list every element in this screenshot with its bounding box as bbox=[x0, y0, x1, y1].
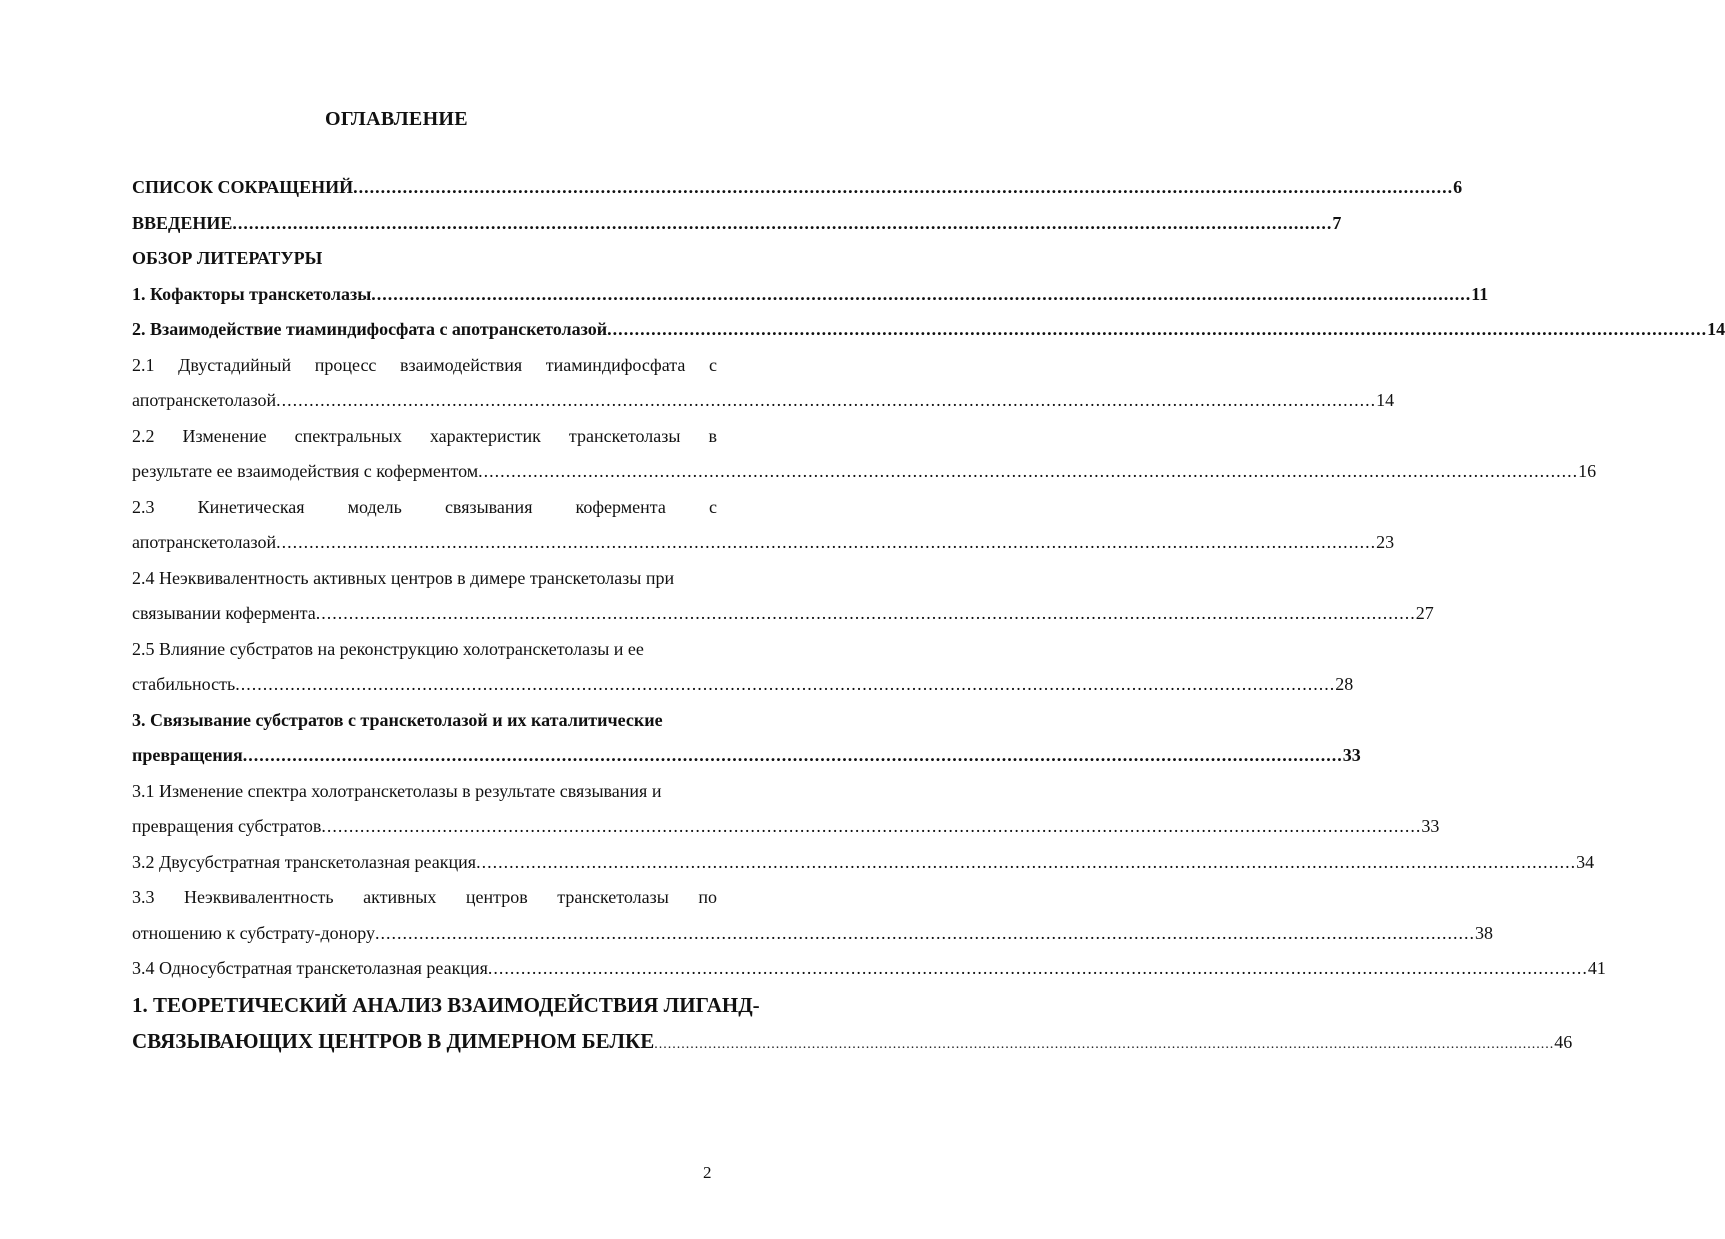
dot-leader: ........................................................................................................................................................................................................ bbox=[235, 674, 1336, 694]
toc-entry-title: 1. Кофакторы транскетолазы bbox=[132, 283, 372, 304]
toc-entry-title: превращения bbox=[132, 745, 243, 765]
toc-word: центров bbox=[465, 887, 528, 907]
toc-entry-3-3-line1[interactable] bbox=[132, 880, 717, 916]
toc-entry-title: СВЯЗЫВАЮЩИХ ЦЕНТРОВ В ДИМЕРНОМ БЕЛКЕ bbox=[132, 1028, 655, 1053]
toc-entry-introduction[interactable] bbox=[132, 206, 1342, 242]
toc-word: транскетолазы bbox=[557, 887, 669, 907]
toc-word: с bbox=[708, 354, 717, 375]
toc-entry-title: связывании кофермента bbox=[132, 603, 316, 623]
toc-entry-abbreviations[interactable] bbox=[132, 170, 1463, 206]
toc-word: связывания bbox=[444, 496, 533, 517]
toc-word: 2.1 bbox=[132, 354, 155, 375]
toc-word: 2.2 bbox=[132, 425, 155, 446]
toc-entry-2-3-line2[interactable] bbox=[132, 525, 1395, 561]
toc-entry-2-4-line2[interactable] bbox=[132, 596, 1434, 632]
toc-page-number: 6 bbox=[1453, 177, 1463, 197]
toc-entry-title: 3.1 Изменение спектра холотранскетолазы в результате связывания и bbox=[132, 780, 662, 801]
toc-entry-2-2-line2[interactable] bbox=[132, 454, 1597, 490]
toc-entry-title: 3. Связывание субстратов с транскетолазой и их каталитические bbox=[132, 709, 663, 730]
toc-page-number: 16 bbox=[1578, 461, 1597, 481]
dot-leader: ........................................................................................................................................................................................................ bbox=[276, 390, 1377, 410]
toc-entry-title: 3.4 Односубстратная транскетолазная реакция bbox=[132, 958, 488, 978]
dot-leader: ........................................................................................................................................................................................................ bbox=[478, 461, 1579, 481]
toc-entry-2-4-line1[interactable] bbox=[132, 561, 717, 597]
toc-entry-2-2-line1[interactable] bbox=[132, 419, 717, 455]
toc-entry-title: 2.5 Влияние субстратов на реконструкцию холотранскетолазы и ее bbox=[132, 638, 644, 659]
toc-entry-title: 2. Взаимодействие тиаминдифосфата с апотранскетолазой bbox=[132, 319, 608, 339]
toc-entry-title: апотранскетолазой bbox=[132, 532, 277, 552]
toc-entry-2[interactable] bbox=[132, 312, 1725, 348]
toc-entry-3-line1[interactable] bbox=[132, 703, 717, 739]
page-number: 2 bbox=[703, 1163, 712, 1182]
dot-leader: ........................................................................................................................................................................................................ bbox=[353, 177, 1454, 197]
toc-entry-3-3-line2[interactable] bbox=[132, 916, 1494, 952]
toc-word: с bbox=[708, 496, 717, 517]
toc-entry-title: 1. ТЕОРЕТИЧЕСКИЙ АНАЛИЗ ВЗАИМОДЕЙСТВИЯ ЛИГАНД- bbox=[132, 992, 760, 1017]
toc-word: 2.3 bbox=[132, 496, 155, 517]
toc-page-number: 14 bbox=[1707, 319, 1725, 339]
dot-leader: ........................................................................................................................................................................................................ bbox=[232, 212, 1333, 233]
toc-word: кофермента bbox=[575, 496, 666, 517]
toc-page-number: 46 bbox=[1554, 1031, 1573, 1052]
toc-page-number: 11 bbox=[1471, 283, 1489, 304]
dot-leader: ........................................................................................................................................................................................................ bbox=[487, 958, 1588, 978]
toc-entry-title: отношению к субстрату-донору bbox=[132, 922, 376, 943]
toc-page-number: 23 bbox=[1376, 532, 1395, 552]
toc-word: по bbox=[698, 887, 717, 907]
toc-entry-2-5-line1[interactable] bbox=[132, 632, 717, 668]
toc-page-number: 34 bbox=[1576, 851, 1595, 872]
toc-entry-1[interactable] bbox=[132, 277, 1489, 313]
toc-page-number: 38 bbox=[1475, 922, 1494, 943]
toc-page-number: 27 bbox=[1415, 603, 1434, 623]
table-of-contents bbox=[132, 170, 1725, 1059]
dot-leader: ........................................................................................................................................................................................................ bbox=[276, 532, 1377, 552]
toc-word: Неэквивалентность bbox=[184, 887, 334, 907]
toc-entry-title: ВВЕДЕНИЕ bbox=[132, 212, 233, 233]
toc-entry-title: 2.4 Неэквивалентность активных центров в димере транскетолазы при bbox=[132, 567, 675, 588]
toc-word: Двустадийный bbox=[178, 354, 292, 375]
toc-page-number: 28 bbox=[1335, 674, 1354, 694]
toc-word: Кинетическая bbox=[197, 496, 305, 517]
toc-entry-3-4[interactable] bbox=[132, 951, 1606, 987]
toc-word: 3.3 bbox=[132, 887, 155, 907]
toc-page-number: 33 bbox=[1421, 816, 1440, 836]
dot-leader: ........................................................................................................................................................................................................ bbox=[242, 745, 1343, 765]
toc-word: модель bbox=[347, 496, 402, 517]
toc-entry-2-1-line1[interactable] bbox=[132, 348, 717, 384]
toc-page-number: 7 bbox=[1332, 212, 1342, 233]
toc-word: Изменение bbox=[182, 425, 267, 446]
dot-leader: ........................................................................................................................................................................................................ bbox=[321, 816, 1422, 836]
toc-entry-title: апотранскетолазой bbox=[132, 390, 277, 410]
toc-entry-2-1-line2[interactable] bbox=[132, 383, 1395, 419]
toc-heading-literature-review bbox=[132, 241, 717, 277]
toc-word: в bbox=[708, 425, 717, 446]
toc-entry-3-line2[interactable] bbox=[132, 738, 1361, 774]
toc-entry-3-2[interactable] bbox=[132, 845, 1595, 881]
page-title: ОГЛАВЛЕНИЕ bbox=[325, 108, 468, 130]
toc-word: активных bbox=[363, 887, 437, 907]
toc-entry-3-1-line1[interactable] bbox=[132, 774, 717, 810]
toc-entry-2-5-line2[interactable] bbox=[132, 667, 1354, 703]
dot-leader: ........................................................................................................................................................................................................ bbox=[375, 922, 1476, 943]
toc-page-number: 14 bbox=[1376, 390, 1395, 410]
toc-word: характеристик bbox=[429, 425, 541, 446]
toc-entry-title: превращения субстратов bbox=[132, 816, 322, 836]
dot-leader: ........................................................................................................................................................................................................ bbox=[371, 283, 1472, 304]
dot-leader: ........................................................................................................................................................................................................ bbox=[315, 603, 1416, 623]
toc-entry-2-3-line1[interactable] bbox=[132, 490, 717, 526]
toc-entry-title: ОБЗОР ЛИТЕРАТУРЫ bbox=[132, 248, 323, 268]
toc-word: спектральных bbox=[294, 425, 402, 446]
toc-page-number: 41 bbox=[1587, 958, 1606, 978]
toc-word: процесс bbox=[314, 354, 377, 375]
dot-leader: ........................................................................................................................................................................................................ bbox=[654, 1036, 1555, 1052]
toc-entry-title: СПИСОК СОКРАЩЕНИЙ bbox=[132, 177, 354, 197]
dot-leader: ........................................................................................................................................................................................................ bbox=[607, 319, 1708, 339]
toc-page-number: 33 bbox=[1342, 745, 1361, 765]
dot-leader: ........................................................................................................................................................................................................ bbox=[476, 851, 1577, 872]
toc-word: транскетолазы bbox=[568, 425, 681, 446]
toc-entry-title: 3.2 Двусубстратная транскетолазная реакция bbox=[132, 851, 477, 872]
toc-chapter-1-line2[interactable] bbox=[132, 1023, 1573, 1059]
toc-entry-3-1-line2[interactable] bbox=[132, 809, 1440, 845]
toc-word: тиаминдифосфата bbox=[545, 354, 686, 375]
toc-entry-title: стабильность bbox=[132, 674, 236, 694]
toc-chapter-1-line1[interactable] bbox=[132, 987, 760, 1023]
toc-word: взаимодействия bbox=[400, 354, 523, 375]
toc-entry-title: результате ее взаимодействия с коферментом bbox=[132, 461, 479, 481]
